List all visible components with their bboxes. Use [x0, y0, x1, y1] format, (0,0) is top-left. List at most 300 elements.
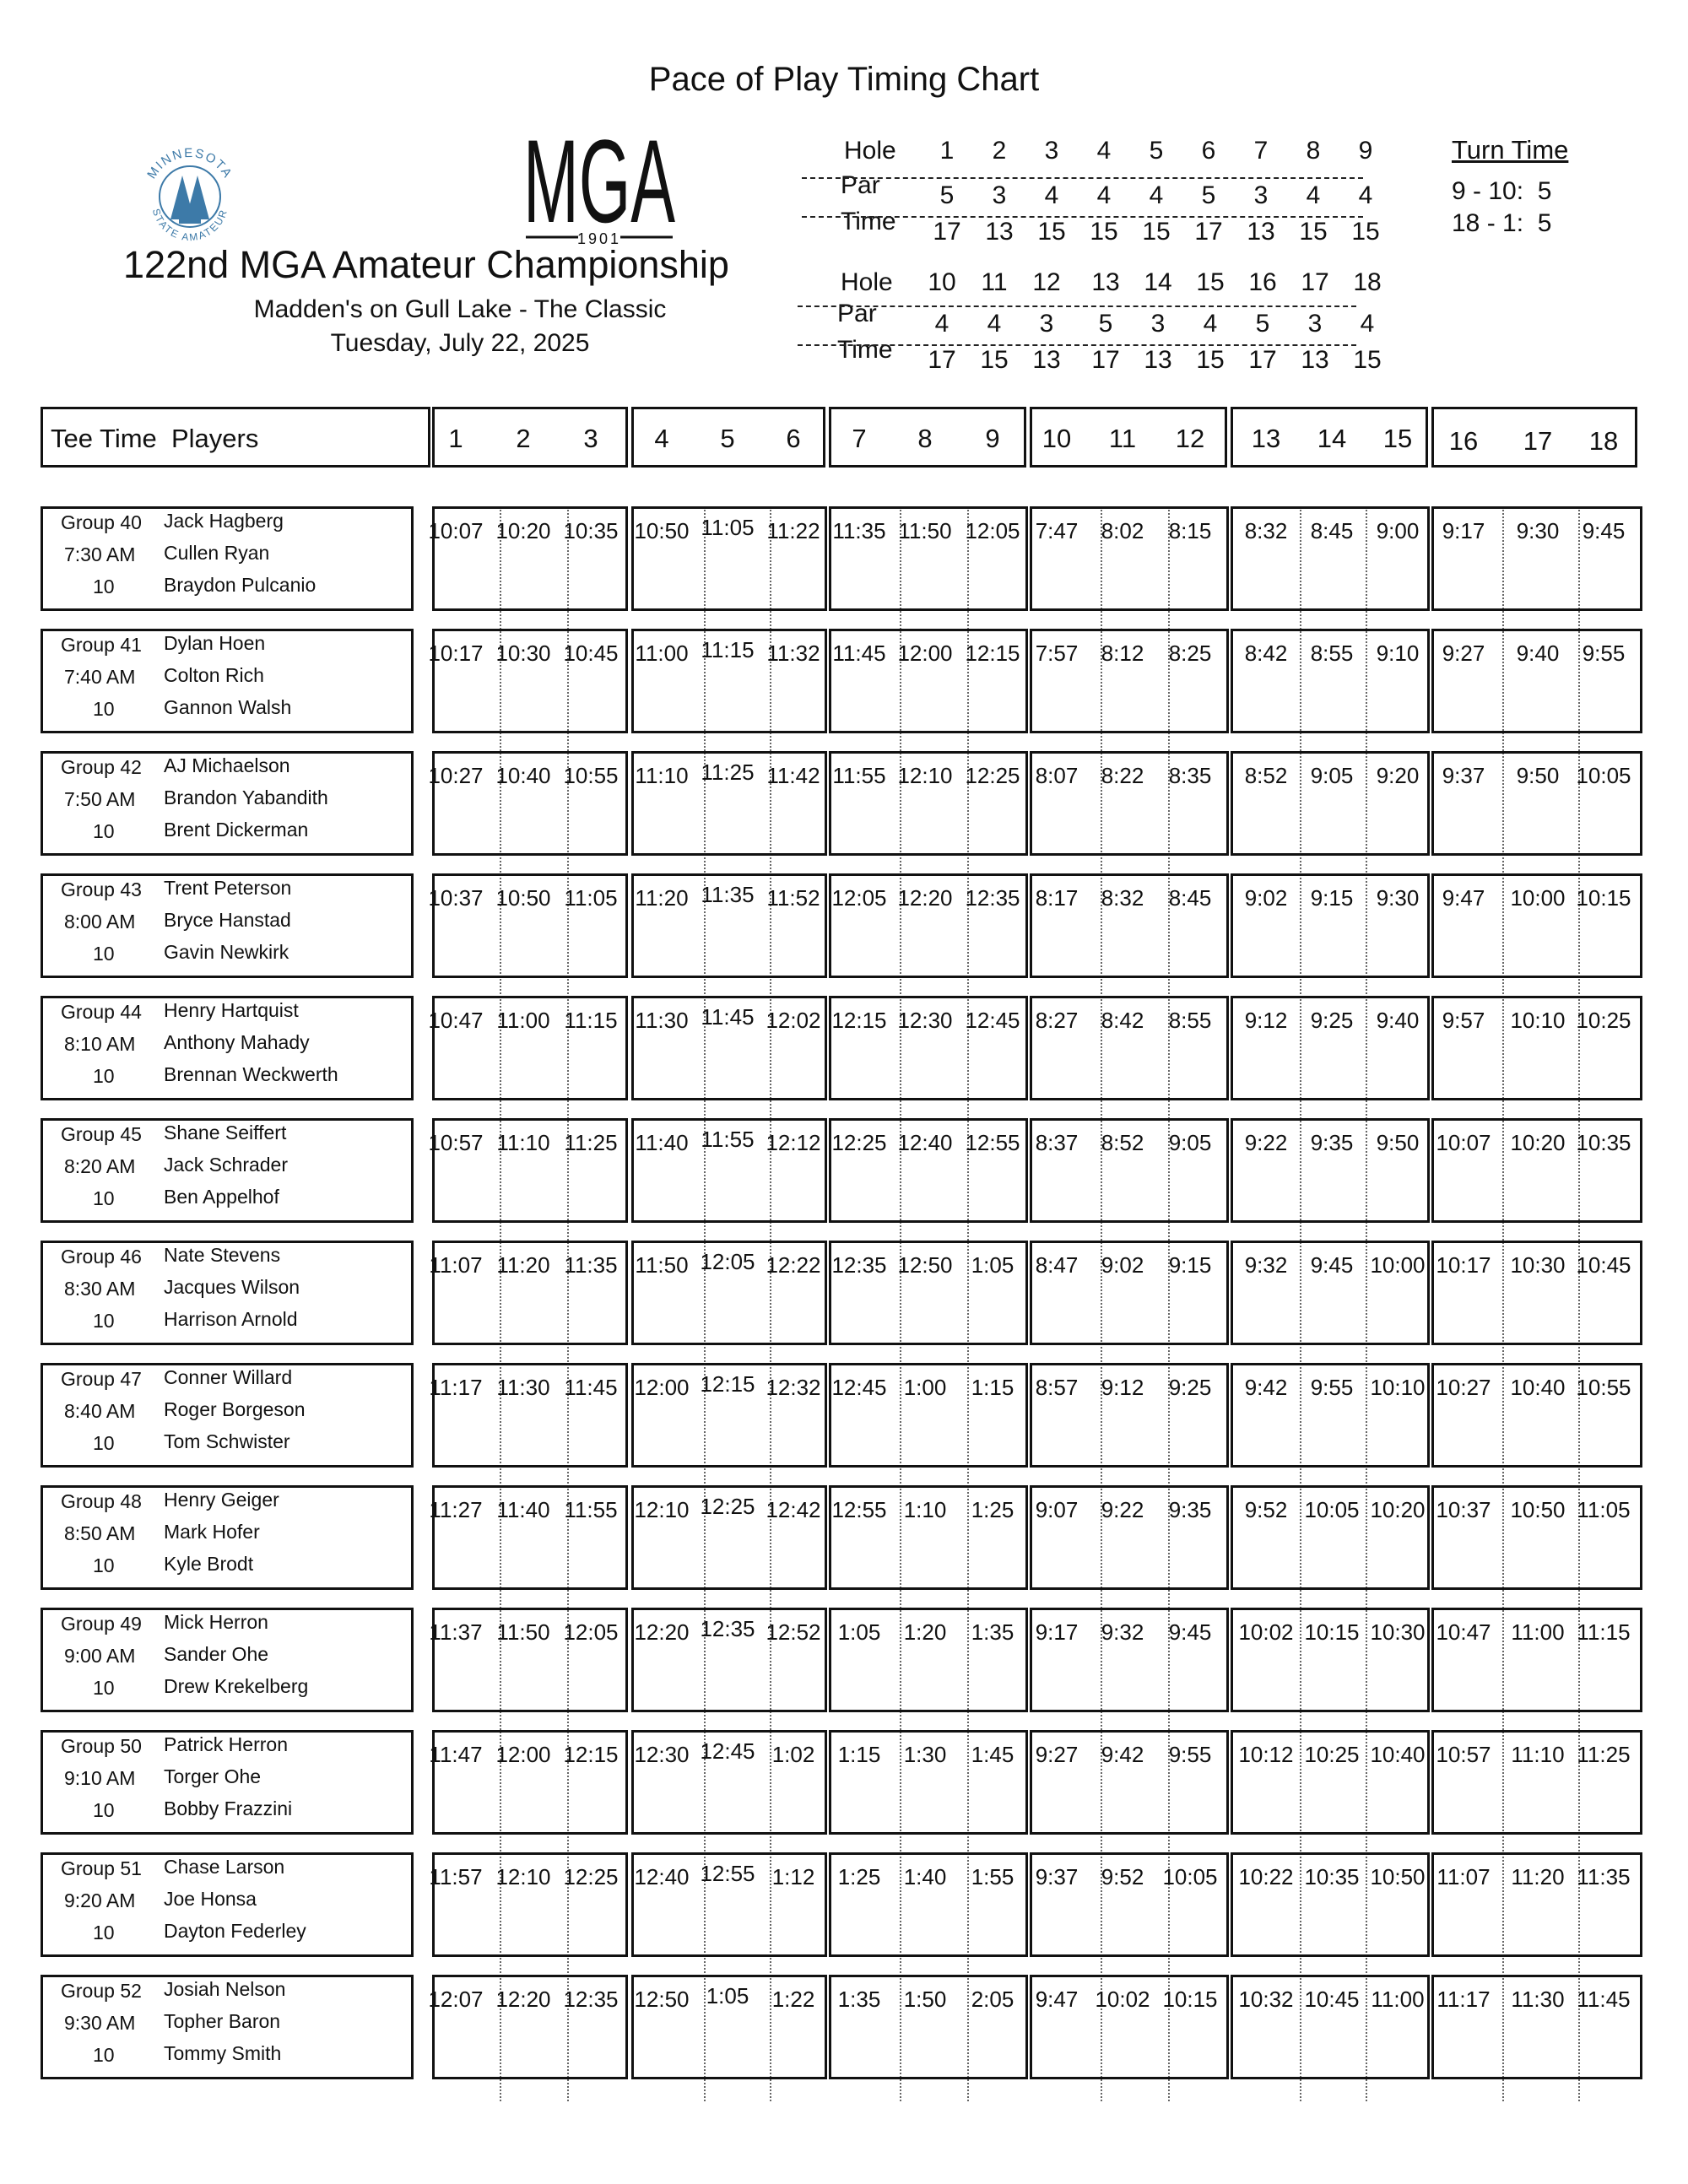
pace-time-value: 17	[933, 218, 961, 246]
pace-label-hole: Hole	[841, 268, 893, 296]
hole-time: 9:47	[1035, 1987, 1079, 2012]
pace-par-value: 3	[992, 181, 1007, 209]
hole-time: 10:20	[495, 518, 551, 543]
starting-hole: 10	[93, 943, 115, 965]
hole-time: 11:05	[701, 515, 755, 540]
hole-time: 12:00	[897, 641, 953, 666]
hole-time: 11:25	[701, 760, 755, 785]
seal-top-text: MINNESOTA	[144, 145, 235, 181]
hole-time: 9:47	[1442, 885, 1485, 911]
hole-time: 10:50	[1510, 1497, 1566, 1522]
hole-time: 12:50	[897, 1252, 953, 1278]
hole-time: 1:00	[903, 1375, 947, 1400]
hole-time: 7:47	[1035, 518, 1079, 543]
hole-time: 12:00	[495, 1742, 551, 1767]
hole-time: 12:40	[634, 1864, 690, 1889]
hole-time: 9:10	[1376, 641, 1420, 666]
hole-time: 12:32	[766, 1375, 821, 1400]
hole-time: 10:10	[1370, 1375, 1426, 1400]
pace-hole-number: 5	[1149, 137, 1164, 165]
hole-time: 8:32	[1244, 518, 1288, 543]
tee-time: 8:40 AM	[64, 1400, 136, 1422]
pace-hole-number: 11	[981, 268, 1008, 296]
hole-time: 10:00	[1510, 885, 1566, 911]
header-hole-number: 7	[852, 424, 867, 453]
pace-hole-number: 2	[992, 137, 1007, 165]
hole-time: 11:35	[1577, 1864, 1631, 1889]
group-label: Group 48	[61, 1490, 142, 1512]
group-label: Group 43	[61, 878, 142, 900]
pace-hole-number: 7	[1253, 137, 1269, 165]
group-label: Group 46	[61, 1246, 142, 1268]
hole-time: 9:35	[1168, 1497, 1212, 1522]
hole-time: 11:45	[701, 1004, 755, 1030]
starting-hole: 10	[93, 698, 115, 720]
hole-time: 12:35	[563, 1987, 619, 2012]
starting-hole: 10	[93, 2044, 115, 2066]
mga-year: 1901	[576, 230, 622, 247]
pace-label-par: Par	[837, 300, 877, 327]
player-name: Braydon Pulcanio	[164, 574, 316, 596]
hole-time: 9:42	[1244, 1375, 1288, 1400]
hole-time: 12:25	[563, 1864, 619, 1889]
pace-time-value: 17	[1248, 346, 1277, 374]
mga-logo	[519, 131, 679, 253]
hole-time: 11:30	[635, 1008, 689, 1033]
hole-time: 9:15	[1310, 885, 1354, 911]
pace-time-value: 13	[1247, 218, 1275, 246]
hole-time: 11:30	[1511, 1987, 1565, 2012]
hole-time: 1:05	[971, 1252, 1014, 1278]
pace-time-value: 15	[1353, 346, 1382, 374]
hole-time: 12:30	[897, 1008, 953, 1033]
hole-time: 8:32	[1101, 885, 1144, 911]
hole-time: 1:25	[971, 1497, 1014, 1522]
pace-time-value: 15	[1090, 218, 1118, 246]
hole-time: 11:30	[496, 1375, 550, 1400]
header-hole-number: 8	[917, 424, 933, 453]
player-name: Ben Appelhof	[164, 1186, 279, 1208]
hole-time: 9:30	[1516, 518, 1560, 543]
hole-time: 10:30	[1510, 1252, 1566, 1278]
hole-time: 1:20	[903, 1619, 947, 1645]
hole-time: 12:35	[831, 1252, 887, 1278]
hole-time: 10:50	[634, 518, 690, 543]
group-label: Group 44	[61, 1001, 142, 1023]
header-hole-number: 5	[720, 424, 735, 453]
hole-time: 9:22	[1244, 1130, 1288, 1155]
hole-time: 9:27	[1442, 641, 1485, 666]
pace-time-value: 15	[1196, 346, 1225, 374]
pace-hole-number: 4	[1096, 137, 1112, 165]
hole-time: 11:40	[496, 1497, 550, 1522]
pace-par-value: 5	[1255, 310, 1270, 338]
hole-time: 10:17	[428, 641, 484, 666]
hole-time: 12:55	[965, 1130, 1020, 1155]
hole-time: 8:35	[1168, 763, 1212, 788]
hole-time: 8:02	[1101, 518, 1144, 543]
header-hole-number: 13	[1251, 424, 1281, 453]
player-name: Torger Ohe	[164, 1765, 262, 1787]
hole-time: 7:57	[1035, 641, 1079, 666]
hole-time: 12:25	[965, 763, 1020, 788]
hole-time: 11:20	[496, 1252, 550, 1278]
mga-wordmark: MGA	[523, 131, 676, 247]
starting-hole: 10	[93, 1065, 115, 1087]
hole-time: 8:12	[1101, 641, 1144, 666]
pace-par-value: 4	[934, 310, 950, 338]
hole-time: 10:07	[428, 518, 484, 543]
pace-dashed-rule	[798, 344, 1356, 346]
hole-time: 9:37	[1442, 763, 1485, 788]
pace-dashed-rule	[802, 216, 1363, 218]
hole-time: 11:00	[1371, 1987, 1425, 2012]
group-label: Group 49	[61, 1613, 142, 1635]
hole-time: 10:05	[1162, 1864, 1218, 1889]
tee-time: 8:50 AM	[64, 1522, 136, 1544]
pace-time-value: 17	[1091, 346, 1120, 374]
hole-time: 10:27	[428, 763, 484, 788]
starting-hole: 10	[93, 820, 115, 842]
pace-hole-number: 9	[1358, 137, 1373, 165]
hole-time: 9:15	[1168, 1252, 1212, 1278]
hole-time: 10:50	[1370, 1864, 1426, 1889]
hole-time: 11:10	[1511, 1742, 1565, 1767]
hole-time: 10:32	[1238, 1987, 1294, 2012]
hole-time: 10:47	[1436, 1619, 1491, 1645]
hole-time: 10:55	[563, 763, 619, 788]
pace-par-value: 3	[1039, 310, 1054, 338]
pace-time-value: 15	[1037, 218, 1066, 246]
header-hole-number: 4	[654, 424, 669, 453]
hole-time: 1:05	[837, 1619, 881, 1645]
player-name: Bryce Hanstad	[164, 909, 291, 931]
hole-time: 9:35	[1310, 1130, 1354, 1155]
hole-time: 10:45	[1576, 1252, 1631, 1278]
player-name: Dylan Hoen	[164, 632, 266, 654]
hole-time: 10:00	[1370, 1252, 1426, 1278]
hole-time: 12:22	[766, 1252, 821, 1278]
tee-time: 8:30 AM	[64, 1278, 136, 1300]
header-hole-number: 3	[583, 424, 598, 453]
header-hole-number: 2	[516, 424, 531, 453]
player-name: Drew Krekelberg	[164, 1675, 309, 1697]
player-name: Jack Hagberg	[164, 510, 284, 532]
hole-time: 12:15	[700, 1371, 755, 1397]
hole-time: 11:42	[766, 763, 820, 788]
player-name: Henry Geiger	[164, 1489, 279, 1511]
hole-time: 1:45	[971, 1742, 1014, 1767]
hole-time: 10:37	[428, 885, 484, 911]
hole-time: 11:35	[564, 1252, 618, 1278]
hole-time: 9:52	[1244, 1497, 1288, 1522]
hole-time: 9:50	[1376, 1130, 1420, 1155]
player-name: Bobby Frazzini	[164, 1797, 293, 1819]
hole-time: 12:05	[965, 518, 1020, 543]
pace-hole-number: 1	[939, 137, 955, 165]
event-date: Tuesday, July 22, 2025	[330, 329, 590, 357]
hole-time: 9:50	[1516, 763, 1560, 788]
hole-time: 10:17	[1436, 1252, 1491, 1278]
player-name: Cullen Ryan	[164, 542, 270, 564]
hole-time: 10:22	[1238, 1864, 1294, 1889]
player-name: Kyle Brodt	[164, 1553, 254, 1575]
hole-time: 8:37	[1035, 1130, 1079, 1155]
hole-time: 12:10	[634, 1497, 690, 1522]
player-name: Shane Seiffert	[164, 1122, 287, 1143]
player-name: Roger Borgeson	[164, 1398, 306, 1420]
player-name: Trent Peterson	[164, 877, 292, 899]
hole-time: 11:55	[564, 1497, 618, 1522]
hole-time: 1:30	[903, 1742, 947, 1767]
pace-par-value: 5	[1098, 310, 1113, 338]
header-hole-number: 1	[448, 424, 463, 453]
hole-time: 9:02	[1101, 1252, 1144, 1278]
hole-time: 8:42	[1244, 641, 1288, 666]
header-hole-number: 11	[1108, 424, 1137, 453]
tee-time: 8:20 AM	[64, 1155, 136, 1177]
pace-hole-number: 12	[1032, 268, 1061, 296]
tee-time: 9:10 AM	[64, 1767, 136, 1789]
pace-time-value: 15	[1351, 218, 1380, 246]
hole-time: 11:45	[564, 1375, 618, 1400]
pace-hole-number: 10	[928, 268, 956, 296]
hole-time: 1:40	[903, 1864, 947, 1889]
hole-time: 10:57	[428, 1130, 484, 1155]
player-name: Brent Dickerman	[164, 819, 309, 841]
pace-time-value: 13	[1144, 346, 1172, 374]
pace-time-value: 15	[1142, 218, 1171, 246]
minnesota-state-amateur-seal-logo	[135, 142, 245, 251]
pace-time-value: 15	[1299, 218, 1328, 246]
hole-time: 9:05	[1310, 763, 1354, 788]
hole-time: 12:05	[700, 1249, 755, 1274]
hole-time: 11:40	[635, 1130, 689, 1155]
hole-time: 11:07	[429, 1252, 483, 1278]
hole-time: 12:05	[831, 885, 887, 911]
hole-time: 9:30	[1376, 885, 1420, 911]
hole-time: 10:15	[1304, 1619, 1360, 1645]
tee-time: 9:20 AM	[64, 1889, 136, 1911]
pace-hole-number: 16	[1248, 268, 1277, 296]
player-name: Mark Hofer	[164, 1521, 260, 1543]
hole-time: 9:17	[1442, 518, 1485, 543]
hole-time: 12:07	[428, 1987, 484, 2012]
hole-time: 9:55	[1168, 1742, 1212, 1767]
pace-dashed-rule	[798, 305, 1356, 307]
page-title: Pace of Play Timing Chart	[648, 61, 1040, 98]
hole-time: 9:25	[1168, 1375, 1212, 1400]
player-name: Tom Schwister	[164, 1430, 290, 1452]
pace-hole-number: 13	[1091, 268, 1120, 296]
pace-time-value: 15	[980, 346, 1009, 374]
hole-time: 9:57	[1442, 1008, 1485, 1033]
hole-time: 1:05	[706, 1983, 749, 2008]
hole-time: 9:40	[1376, 1008, 1420, 1033]
player-name: Gannon Walsh	[164, 696, 292, 718]
hole-time: 12:25	[700, 1494, 755, 1519]
hole-time: 9:42	[1101, 1742, 1144, 1767]
hole-time: 9:07	[1035, 1497, 1079, 1522]
hole-time: 11:32	[766, 641, 820, 666]
group-label: Group 42	[61, 756, 142, 778]
hole-time: 12:15	[965, 641, 1020, 666]
hole-time: 9:45	[1168, 1619, 1212, 1645]
hole-time: 1:35	[971, 1619, 1014, 1645]
hole-time: 9:20	[1376, 763, 1420, 788]
hole-time: 9:25	[1310, 1008, 1354, 1033]
player-name: Gavin Newkirk	[164, 941, 289, 963]
hole-time: 9:32	[1244, 1252, 1288, 1278]
player-name: Harrison Arnold	[164, 1308, 298, 1330]
pace-par-value: 5	[1201, 181, 1216, 209]
hole-time: 9:02	[1244, 885, 1288, 911]
hole-time: 12:30	[634, 1742, 690, 1767]
player-name: Josiah Nelson	[164, 1978, 286, 2000]
hole-time: 9:45	[1310, 1252, 1354, 1278]
championship-title: 122nd MGA Amateur Championship	[123, 243, 729, 286]
player-name: Brandon Yabandith	[164, 787, 328, 808]
hole-time: 9:00	[1376, 518, 1420, 543]
header-hole-number: 15	[1382, 424, 1413, 453]
hole-time: 1:12	[771, 1864, 815, 1889]
hole-time: 10:45	[563, 641, 619, 666]
hole-time: 10:20	[1370, 1497, 1426, 1522]
group-label: Group 47	[61, 1368, 142, 1390]
hole-time: 12:10	[897, 763, 953, 788]
hole-time: 10:37	[1436, 1497, 1491, 1522]
hole-time: 1:50	[903, 1987, 947, 2012]
pace-par-value: 5	[939, 181, 955, 209]
hole-time: 11:27	[429, 1497, 483, 1522]
pace-par-value: 4	[1096, 181, 1112, 209]
hole-time: 1:55	[971, 1864, 1014, 1889]
hole-time: 1:02	[771, 1742, 815, 1767]
player-name: Jacques Wilson	[164, 1276, 300, 1298]
hole-time: 12:20	[897, 885, 953, 911]
header-hole-number: 18	[1588, 426, 1619, 456]
hole-time: 12:50	[634, 1987, 690, 2012]
hole-time: 8:57	[1035, 1375, 1079, 1400]
hole-time: 11:15	[564, 1008, 618, 1033]
player-name: Anthony Mahady	[164, 1031, 310, 1053]
hole-time: 11:00	[635, 641, 689, 666]
hole-time: 12:02	[766, 1008, 821, 1033]
pace-par-value: 4	[1044, 181, 1059, 209]
hole-time: 9:05	[1168, 1130, 1212, 1155]
pace-hole-number: 18	[1353, 268, 1382, 296]
hole-time: 10:15	[1162, 1987, 1218, 2012]
hole-time: 10:35	[1304, 1864, 1360, 1889]
hole-time: 12:10	[495, 1864, 551, 1889]
pace-par-value: 4	[1306, 181, 1321, 209]
hole-time: 11:57	[429, 1864, 483, 1889]
hole-time: 9:12	[1244, 1008, 1288, 1033]
starting-hole: 10	[93, 1187, 115, 1209]
starting-hole: 10	[93, 1310, 115, 1332]
starting-hole: 10	[93, 1677, 115, 1699]
hole-time: 10:35	[563, 518, 619, 543]
pace-par-value: 3	[1253, 181, 1269, 209]
hole-time: 1:25	[837, 1864, 881, 1889]
group-label: Group 41	[61, 634, 142, 656]
pace-par-value: 3	[1150, 310, 1166, 338]
hole-time: 11:07	[1436, 1864, 1491, 1889]
pace-time-value: 17	[1194, 218, 1223, 246]
player-name: Sander Ohe	[164, 1643, 269, 1665]
hole-time: 11:52	[766, 885, 820, 911]
hole-time: 11:25	[1577, 1742, 1631, 1767]
header-hole-number: 17	[1523, 426, 1553, 456]
hole-time: 10:15	[1576, 885, 1631, 911]
player-name: Patrick Herron	[164, 1733, 288, 1755]
pace-hole-number: 3	[1044, 137, 1059, 165]
hole-time: 10:25	[1304, 1742, 1360, 1767]
hole-time: 10:02	[1095, 1987, 1150, 2012]
player-name: Mick Herron	[164, 1611, 268, 1633]
hole-time: 10:30	[1370, 1619, 1426, 1645]
hole-time: 10:40	[1370, 1742, 1426, 1767]
tee-time: 7:50 AM	[64, 788, 136, 810]
hole-time: 12:45	[965, 1008, 1020, 1033]
group-label: Group 52	[61, 1980, 142, 2002]
pace-par-value: 4	[1203, 310, 1218, 338]
hole-time: 9:12	[1101, 1375, 1144, 1400]
hole-time: 11:05	[564, 885, 618, 911]
hole-time: 12:55	[831, 1497, 887, 1522]
hole-time: 10:02	[1238, 1619, 1294, 1645]
hole-time: 9:40	[1516, 641, 1560, 666]
pace-par-value: 4	[987, 310, 1002, 338]
hole-time: 8:55	[1168, 1008, 1212, 1033]
hole-time: 8:47	[1035, 1252, 1079, 1278]
hole-time: 12:05	[563, 1619, 619, 1645]
pace-hole-number: 14	[1144, 268, 1172, 296]
player-name: Tommy Smith	[164, 2042, 282, 2064]
hole-time: 11:15	[1577, 1619, 1631, 1645]
hole-time: 12:35	[965, 885, 1020, 911]
hole-time: 8:15	[1168, 518, 1212, 543]
hole-time: 11:50	[635, 1252, 689, 1278]
starting-hole: 10	[93, 1554, 115, 1576]
hole-time: 11:55	[701, 1127, 755, 1152]
group-label: Group 40	[61, 511, 142, 533]
hole-time: 10:50	[495, 885, 551, 911]
player-name: Brennan Weckwerth	[164, 1063, 338, 1085]
hole-time: 8:25	[1168, 641, 1212, 666]
hole-time: 10:07	[1436, 1130, 1491, 1155]
hole-time: 1:22	[771, 1987, 815, 2012]
hole-time: 10:27	[1436, 1375, 1491, 1400]
player-name: Topher Baron	[164, 2010, 281, 2032]
hole-time: 11:37	[429, 1619, 483, 1645]
player-name: AJ Michaelson	[164, 754, 290, 776]
pace-hole-number: 15	[1196, 268, 1225, 296]
turn-time-title: Turn Time	[1452, 135, 1569, 165]
player-name: Henry Hartquist	[164, 999, 299, 1021]
pace-par-value: 4	[1358, 181, 1373, 209]
turn-time-row: 9 - 10: 5	[1452, 177, 1552, 205]
hole-time: 1:10	[903, 1497, 947, 1522]
header-hole-number: 10	[1041, 424, 1072, 453]
hole-time: 10:55	[1576, 1375, 1631, 1400]
group-label: Group 50	[61, 1735, 142, 1757]
hole-time: 11:15	[701, 637, 755, 662]
hole-time: 11:10	[496, 1130, 550, 1155]
hole-time: 10:05	[1304, 1497, 1360, 1522]
pace-hole-number: 8	[1306, 137, 1321, 165]
hole-time: 12:20	[634, 1619, 690, 1645]
